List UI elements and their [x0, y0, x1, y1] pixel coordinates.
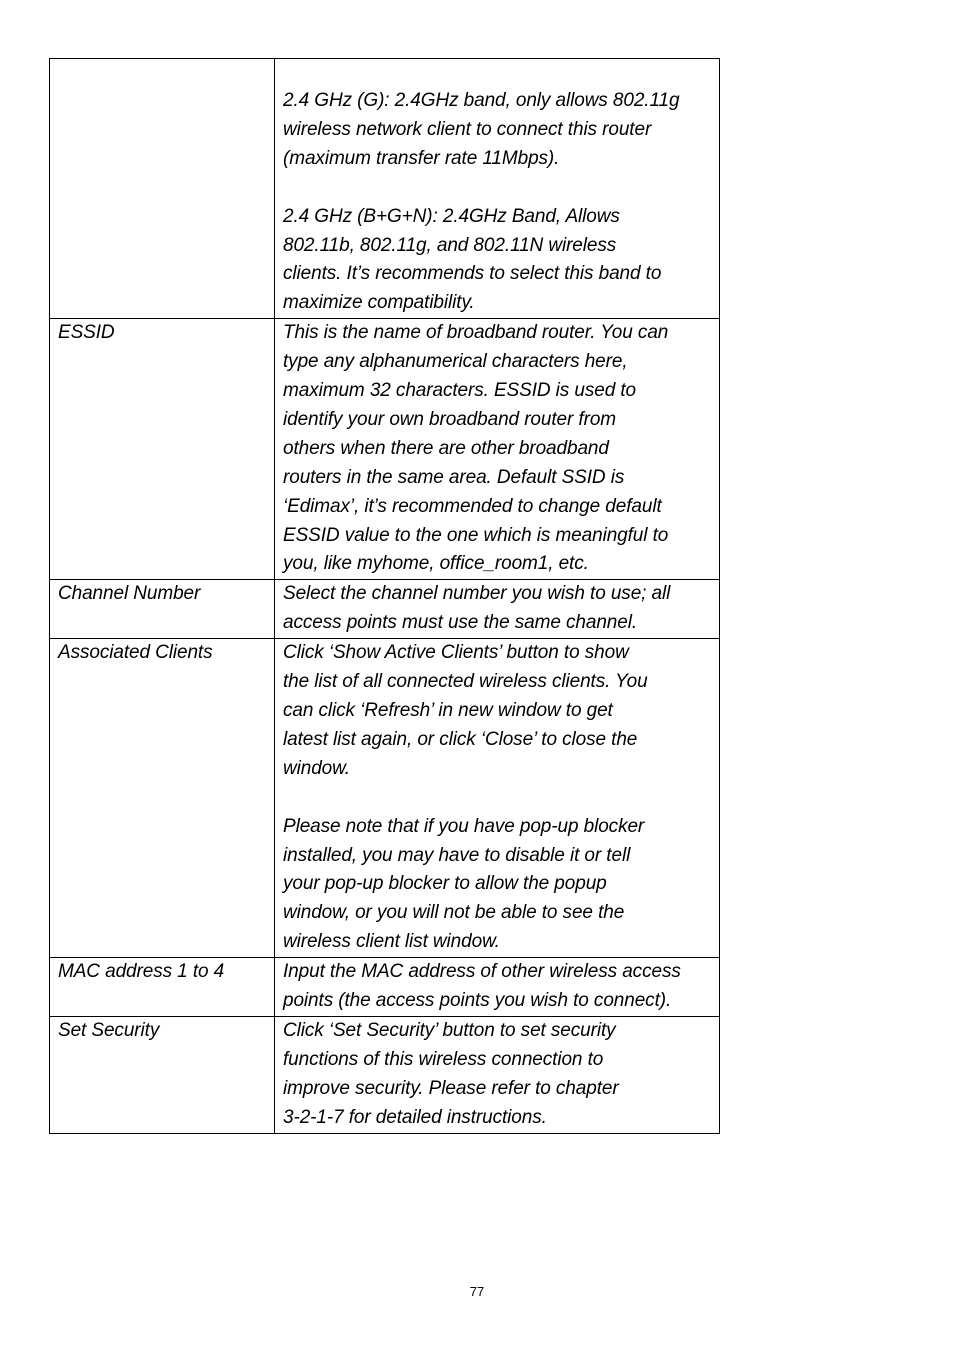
row-label: ESSID [50, 319, 275, 580]
description-paragraph: Input the MAC address of other wireless access points (the access points you wish to connect). [283, 961, 681, 1012]
table-row [50, 958, 720, 1017]
description-paragraph: Click ‘Show Active Clients’ button to show the list of all connected wireless clients. You can click ‘Refresh’ in new window to get latest list again, or click ‘Close’ to close the window. [283, 642, 648, 779]
description-paragraph: Select the channel number you wish to use; all access points must use the same channel. [283, 583, 671, 634]
row-label: Set Security [50, 1016, 275, 1133]
row-description [275, 1016, 720, 1133]
description-paragraph: This is the name of broadband router. You can type any alphanumerical characters here, maximum 32 characters. ESSID is used to identify your own broadband router from others when there are other broadband routers in the same area. Default SSID is ‘Edimax’, it’s recommended to change default ESSID value to the one which is meaningful to you, like myhome, office_room1, etc. [283, 322, 669, 575]
row-description [275, 639, 720, 958]
description-paragraph: Click ‘Set Security’ button to set security functions of this wireless connection to improve security. Please refer to chapter 3-2-1-7 for detailed instructions. [283, 1019, 619, 1128]
table-row [50, 319, 720, 580]
page-number: 77 [469, 1284, 485, 1299]
row-label: Channel Number [50, 580, 275, 639]
table-row [50, 639, 720, 958]
row-description [275, 59, 720, 319]
row-description [275, 319, 720, 580]
table-row [50, 59, 720, 319]
settings-table [49, 58, 720, 1134]
row-label: Associated Clients [50, 639, 275, 958]
description-paragraph: Please note that if you have pop-up blocker installed, you may have to disable it or tell your pop-up blocker to allow the popup window, or you will not be able to see the wireless client list window. [283, 815, 645, 953]
description-paragraph: 2.4 GHz (B+G+N): 2.4GHz Band, Allows 802.11b, 802.11g, and 802.11N wireless clients. It’s recommends to select this band to maximize compatibility. [283, 205, 662, 314]
row-label: MAC address 1 to 4 [50, 958, 275, 1017]
row-description [275, 958, 720, 1017]
row-label [50, 59, 275, 319]
row-description [275, 580, 720, 639]
table-row [50, 1016, 720, 1133]
description-paragraph: 2.4 GHz (G): 2.4GHz band, only allows 802.11g wireless network client to connect this router (maximum transfer rate 11Mbps). [283, 90, 680, 169]
table-row [50, 580, 720, 639]
